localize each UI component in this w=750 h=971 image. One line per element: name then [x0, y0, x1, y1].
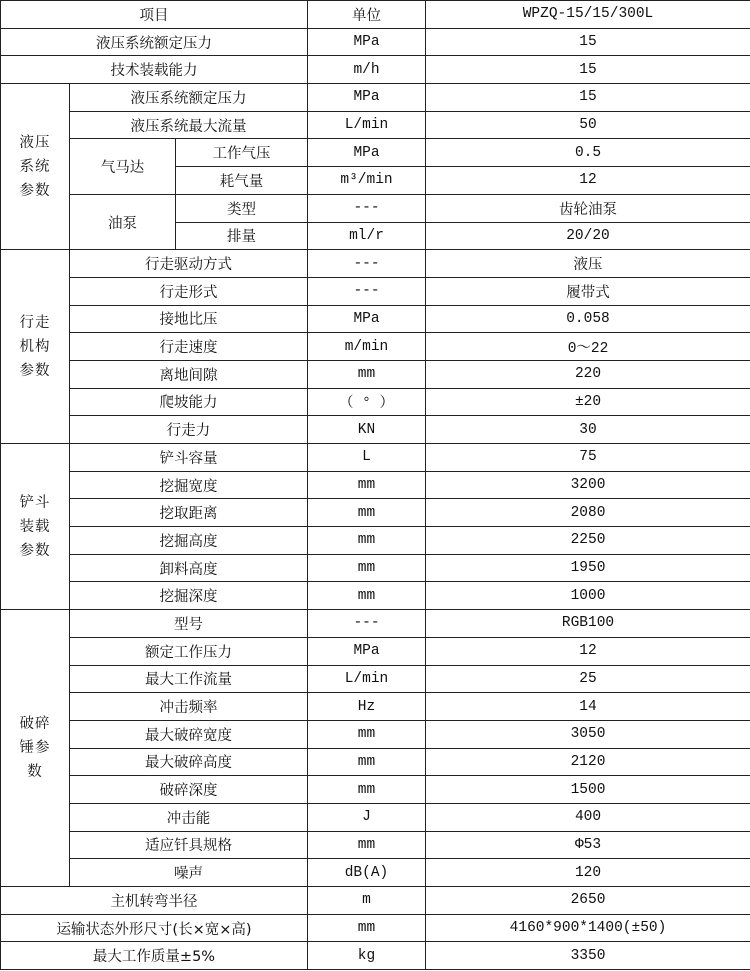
param-unit: mm — [308, 499, 426, 527]
param-unit: mm — [308, 527, 426, 555]
table-row — [1, 665, 750, 693]
param-unit: MPa — [308, 637, 426, 665]
table-header-row — [1, 1, 750, 29]
param-unit: MPa — [308, 28, 426, 56]
param-name: 噪声 — [70, 859, 308, 887]
param-name: 冲击频率 — [70, 693, 308, 721]
param-unit: mm — [308, 914, 426, 942]
table-row — [1, 84, 750, 112]
table-row — [1, 582, 750, 610]
param-name: 冲击能 — [70, 803, 308, 831]
param-value: 2650 — [426, 887, 750, 915]
param-value: 3050 — [426, 720, 750, 748]
param-value: 4160*900*1400(±50) — [426, 914, 750, 942]
param-name: 接地比压 — [70, 305, 308, 333]
param-name: 类型 — [176, 194, 308, 222]
subgroup-label-oil-pump: 油泵 — [70, 194, 176, 249]
table-row — [1, 942, 750, 970]
param-unit: ml/r — [308, 222, 426, 250]
table-row — [1, 444, 750, 472]
param-unit: mm — [308, 776, 426, 804]
param-value: 400 — [426, 803, 750, 831]
param-value: 50 — [426, 111, 750, 139]
param-name: 适应钎具规格 — [70, 831, 308, 859]
param-name: 铲斗容量 — [70, 444, 308, 472]
param-name: 工作气压 — [176, 139, 308, 167]
param-unit: mm — [308, 471, 426, 499]
param-name: 破碎深度 — [70, 776, 308, 804]
param-value: RGB100 — [426, 610, 750, 638]
param-name: 最大工作质量±5% — [1, 942, 308, 970]
param-name: 挖掘宽度 — [70, 471, 308, 499]
param-unit: mm — [308, 720, 426, 748]
param-value: 齿轮油泵 — [426, 194, 750, 222]
param-name: 液压系统最大流量 — [70, 111, 308, 139]
table-row — [1, 56, 750, 84]
param-value: 20/20 — [426, 222, 750, 250]
table-row — [1, 333, 750, 361]
table-row — [1, 831, 750, 859]
param-value: 220 — [426, 360, 750, 388]
table-row — [1, 776, 750, 804]
table-row — [1, 277, 750, 305]
param-unit: mm — [308, 554, 426, 582]
param-unit: MPa — [308, 305, 426, 333]
param-value: 1500 — [426, 776, 750, 804]
param-name: 行走驱动方式 — [70, 250, 308, 278]
param-unit: m/min — [308, 333, 426, 361]
param-name: 挖掘高度 — [70, 527, 308, 555]
header-item: 项目 — [1, 1, 308, 29]
param-name: 运输状态外形尺寸(长×宽×高) — [1, 914, 308, 942]
param-name: 最大破碎宽度 — [70, 720, 308, 748]
param-value: 75 — [426, 444, 750, 472]
table-row — [1, 637, 750, 665]
param-unit: Hz — [308, 693, 426, 721]
param-value: 履带式 — [426, 277, 750, 305]
param-unit: L/min — [308, 665, 426, 693]
param-value: 30 — [426, 416, 750, 444]
param-unit: --- — [308, 250, 426, 278]
param-value: 12 — [426, 637, 750, 665]
group-label-travel: 行走机构参数 — [1, 250, 70, 444]
table-row — [1, 305, 750, 333]
table-row — [1, 111, 750, 139]
param-name: 主机转弯半径 — [1, 887, 308, 915]
param-unit: dB(A) — [308, 859, 426, 887]
table-row — [1, 693, 750, 721]
param-value: 15 — [426, 28, 750, 56]
param-unit: --- — [308, 610, 426, 638]
table-row — [1, 28, 750, 56]
param-unit: --- — [308, 194, 426, 222]
table-row — [1, 554, 750, 582]
param-value: 12 — [426, 167, 750, 195]
param-value: 0.058 — [426, 305, 750, 333]
param-unit: MPa — [308, 139, 426, 167]
param-value: 液压 — [426, 250, 750, 278]
param-name: 额定工作压力 — [70, 637, 308, 665]
param-name: 挖掘深度 — [70, 582, 308, 610]
table-row — [1, 388, 750, 416]
param-value: 120 — [426, 859, 750, 887]
param-value: 2080 — [426, 499, 750, 527]
param-value: 1000 — [426, 582, 750, 610]
param-value: Φ53 — [426, 831, 750, 859]
subgroup-label-air-motor: 气马达 — [70, 139, 176, 194]
param-unit: L/min — [308, 111, 426, 139]
header-model: WPZQ-15/15/300L — [426, 1, 750, 29]
table-row — [1, 499, 750, 527]
table-row — [1, 416, 750, 444]
param-unit: （ ° ） — [308, 388, 426, 416]
param-name: 最大破碎高度 — [70, 748, 308, 776]
table-row — [1, 803, 750, 831]
param-name: 行走形式 — [70, 277, 308, 305]
param-unit: KN — [308, 416, 426, 444]
param-value: ±20 — [426, 388, 750, 416]
param-name: 液压系统额定压力 — [70, 84, 308, 112]
table-row — [1, 471, 750, 499]
param-value: 2250 — [426, 527, 750, 555]
param-value: 15 — [426, 84, 750, 112]
param-unit: J — [308, 803, 426, 831]
param-value: 15 — [426, 56, 750, 84]
table-row — [1, 527, 750, 555]
group-label-hydraulic: 液压系统参数 — [1, 84, 70, 250]
param-name: 行走力 — [70, 416, 308, 444]
table-row — [1, 194, 750, 222]
param-unit: kg — [308, 942, 426, 970]
param-value: 3200 — [426, 471, 750, 499]
table-row — [1, 610, 750, 638]
param-unit: MPa — [308, 84, 426, 112]
param-value: 0.5 — [426, 139, 750, 167]
table-row — [1, 720, 750, 748]
param-unit: mm — [308, 748, 426, 776]
param-name: 耗气量 — [176, 167, 308, 195]
param-unit: L — [308, 444, 426, 472]
table-row — [1, 360, 750, 388]
param-unit: m³/min — [308, 167, 426, 195]
param-unit: --- — [308, 277, 426, 305]
param-value: 2120 — [426, 748, 750, 776]
param-name: 离地间隙 — [70, 360, 308, 388]
table-row — [1, 914, 750, 942]
group-label-breaker: 破碎锤参数 — [1, 610, 70, 887]
table-row — [1, 859, 750, 887]
param-name: 型号 — [70, 610, 308, 638]
param-value: 0～22 — [426, 333, 750, 361]
param-unit: m — [308, 887, 426, 915]
param-name: 排量 — [176, 222, 308, 250]
group-label-bucket: 铲斗装载参数 — [1, 444, 70, 610]
table-row — [1, 887, 750, 915]
param-value: 14 — [426, 693, 750, 721]
header-unit: 单位 — [308, 1, 426, 29]
table-row — [1, 748, 750, 776]
table-row — [1, 250, 750, 278]
param-unit: m/h — [308, 56, 426, 84]
param-name: 爬坡能力 — [70, 388, 308, 416]
param-name: 液压系统额定压力 — [1, 28, 308, 56]
param-name: 行走速度 — [70, 333, 308, 361]
param-name: 最大工作流量 — [70, 665, 308, 693]
param-unit: mm — [308, 360, 426, 388]
param-name: 技术装载能力 — [1, 56, 308, 84]
table-row — [1, 139, 750, 167]
param-unit: mm — [308, 582, 426, 610]
param-name: 卸料高度 — [70, 554, 308, 582]
param-name: 挖取距离 — [70, 499, 308, 527]
param-value: 25 — [426, 665, 750, 693]
param-value: 3350 — [426, 942, 750, 970]
param-value: 1950 — [426, 554, 750, 582]
param-unit: mm — [308, 831, 426, 859]
